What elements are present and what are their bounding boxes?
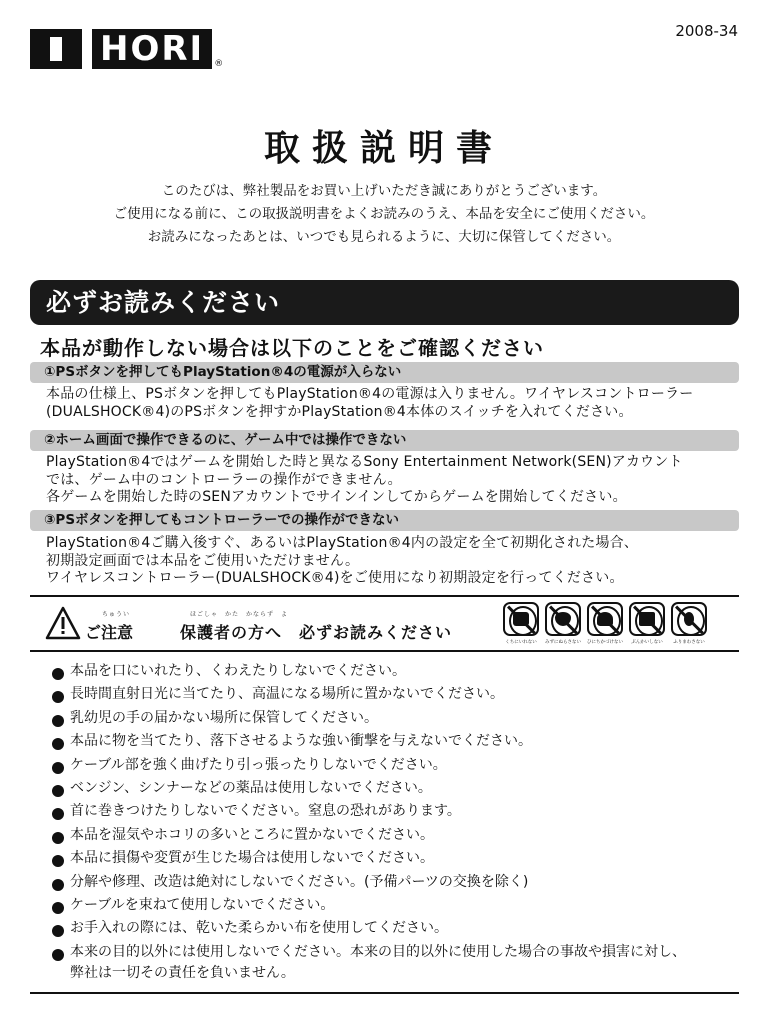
caution-item: 分解や修理、改造は絶対にしないでください。(予備パーツの交換を除く) <box>50 871 740 894</box>
caution-label: ご注意 <box>85 623 134 642</box>
no-fire-icon <box>587 602 623 636</box>
prohibition-pictograms <box>503 602 707 645</box>
warning-triangle-icon <box>45 606 81 640</box>
no-swing-icon <box>671 602 707 636</box>
pictogram <box>545 602 581 645</box>
answer-1 <box>46 386 736 421</box>
brand-name: HORI <box>92 29 212 69</box>
answer-line: PlayStation®4ではゲームを開始した時と異なるSony Entertainment Network(SEN)アカウント <box>46 454 683 470</box>
answer-line: ワイヤレスコントローラー(DUALSHOCK®4)をご使用になり初期設定を行ってください。 <box>46 570 624 586</box>
hori-logo-mark-icon <box>30 29 82 69</box>
hori-logo <box>30 29 223 69</box>
document-number: 2008-34 <box>675 22 738 40</box>
answer-line: 初期設定画面では本品をご使用いただけません。 <box>46 552 360 569</box>
pictogram-caption: くちにいれない <box>505 640 537 645</box>
pictogram <box>503 602 539 645</box>
answer-line: では、ゲーム中のコントローラーの操作ができません。 <box>46 471 402 488</box>
caution-item: 首に巻きつけたりしないでください。窒息の恐れがあります。 <box>50 800 740 823</box>
caution-item: 本品を口にいれたり、くわえたりしないでください。 <box>50 660 740 683</box>
caution-item-continuation: 弊社は一切その責任を負いません。 <box>70 965 295 982</box>
answer-line: (DUALSHOCK®4)のPSボタンを押すかPlayStation®4本体のスイッチを入れてください。 <box>46 403 633 420</box>
no-water-icon <box>545 602 581 636</box>
caution-item: 本品に損傷や変質が生じた場合は使用しないでください。 <box>50 847 740 870</box>
answer-line: 各ゲームを開始した時のSENアカウントでサインインしてからゲームを開始してください。 <box>46 489 627 505</box>
pictogram <box>671 602 707 645</box>
answer-2 <box>46 454 736 507</box>
answer-line: PlayStation®4ご購入後すぐ、あるいはPlayStation®4内の設定を全て初期化された場合、 <box>46 535 639 551</box>
divider <box>30 992 739 994</box>
intro-line: お読みになったあとは、いつでも見られるように、大切に保管してください。 <box>147 229 621 245</box>
pictogram-caption: ぶんかいしない <box>631 640 663 645</box>
caution-item: 本品に物を当てたり、落下させるような強い衝撃を与えないでください。 <box>50 730 740 753</box>
intro-line: このたびは、弊社製品をお買い上げいただき誠にありがとうございます。 <box>161 183 607 199</box>
guardian-notice: 保護者の方へ 必ずお読みください <box>180 623 453 642</box>
caution-item: ケーブル部を強く曲げたり引っ張ったりしないでください。 <box>50 754 740 777</box>
pictogram <box>629 602 665 645</box>
question-2-bar: ②ホーム画面で操作できるのに、ゲーム中では操作できない <box>30 430 739 451</box>
guardian-ruby: ほごしゃ かた かならず よ <box>190 611 289 618</box>
intro-line: ご使用になる前に、この取扱説明書をよくお読みのうえ、本品を安全にご使用ください。 <box>113 206 655 222</box>
divider <box>30 650 739 652</box>
caution-item: 乳幼児の手の届かない場所に保管してください。 <box>50 707 740 730</box>
intro-text <box>0 180 768 249</box>
pictogram-caption: ひにちかづけない <box>587 640 623 645</box>
pictogram-caption: みずにぬらさない <box>545 640 581 645</box>
caution-item: お手入れの際には、乾いた柔らかい布を使用してください。 <box>50 917 740 940</box>
caution-item: 長時間直射日光に当てたり、高温になる場所に置かないでください。 <box>50 683 740 706</box>
no-disassemble-icon <box>629 602 665 636</box>
question-1-bar: ①PSボタンを押してもPlayStation®4の電源が入らない <box>30 362 739 383</box>
caution-list <box>50 660 740 982</box>
pictogram-caption: ふりまわさない <box>673 640 705 645</box>
no-mouth-icon <box>503 602 539 636</box>
caution-item: 本来の目的以外には使用しないでください。本来の目的以外に使用した場合の事故や損害に対し、 <box>50 941 740 964</box>
divider <box>30 595 739 597</box>
caution-item: ケーブルを束ねて使用しないでください。 <box>50 894 740 917</box>
document-title: 取扱説明書 <box>263 128 504 169</box>
caution-item: 本品を湿気やホコリの多いところに置かないでください。 <box>50 824 740 847</box>
registered-mark: ® <box>214 59 224 69</box>
question-3-bar: ③PSボタンを押してもコントローラーでの操作ができない <box>30 510 739 531</box>
troubleshoot-subheading: 本品が動作しない場合は以下のことをご確認ください <box>40 336 544 360</box>
pictogram <box>587 602 623 645</box>
answer-3 <box>46 535 736 588</box>
must-read-heading: 必ずお読みください <box>30 280 739 325</box>
answer-line: 本品の仕様上、PSボタンを押してもPlayStation®4の電源は入りません。ワイヤレスコントローラー <box>46 386 694 402</box>
caution-item: ベンジン、シンナーなどの薬品は使用しないでください。 <box>50 777 740 800</box>
caution-ruby: ちゅうい <box>102 611 131 618</box>
